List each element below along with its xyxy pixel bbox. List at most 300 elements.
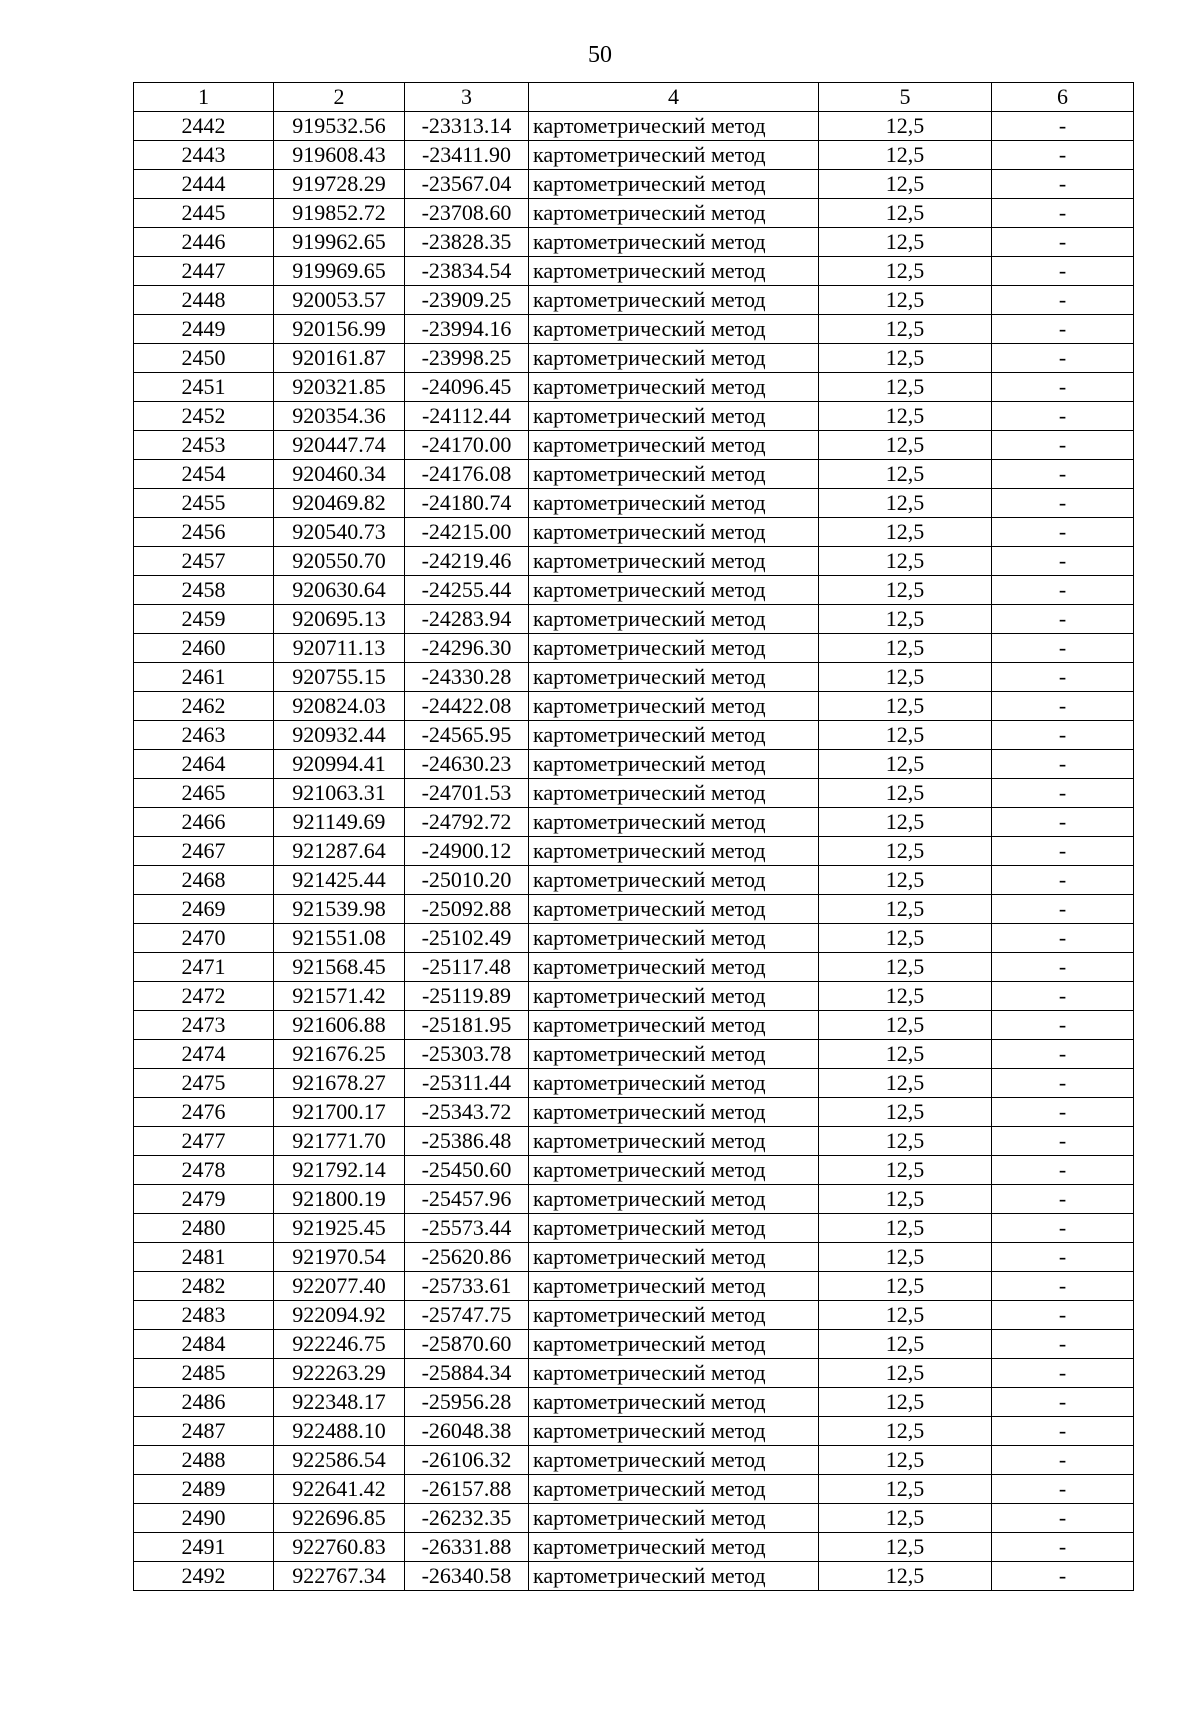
table-row: [134, 1446, 1134, 1475]
method-cell: картометрический метод: [529, 1359, 819, 1388]
accuracy-cell: 12,5: [819, 1562, 992, 1591]
x-coordinate-cell: 920053.57: [274, 286, 405, 315]
method-cell: картометрический метод: [529, 750, 819, 779]
method-cell: картометрический метод: [529, 1011, 819, 1040]
y-coordinate-cell: -24792.72: [405, 808, 529, 837]
point-number-cell: 2461: [134, 663, 274, 692]
y-coordinate-cell: -26157.88: [405, 1475, 529, 1504]
description-cell: -: [992, 460, 1134, 489]
y-coordinate-cell: -26340.58: [405, 1562, 529, 1591]
y-coordinate-cell: -24112.44: [405, 402, 529, 431]
description-cell: -: [992, 286, 1134, 315]
description-cell: -: [992, 344, 1134, 373]
y-coordinate-cell: -25747.75: [405, 1301, 529, 1330]
y-coordinate-cell: -25956.28: [405, 1388, 529, 1417]
x-coordinate-cell: 922586.54: [274, 1446, 405, 1475]
description-cell: -: [992, 170, 1134, 199]
table-row: [134, 518, 1134, 547]
y-coordinate-cell: -24900.12: [405, 837, 529, 866]
method-cell: картометрический метод: [529, 1301, 819, 1330]
x-coordinate-cell: 919728.29: [274, 170, 405, 199]
point-number-cell: 2469: [134, 895, 274, 924]
x-coordinate-cell: 920156.99: [274, 315, 405, 344]
description-cell: -: [992, 982, 1134, 1011]
description-cell: -: [992, 692, 1134, 721]
x-coordinate-cell: 922760.83: [274, 1533, 405, 1562]
method-cell: картометрический метод: [529, 982, 819, 1011]
x-coordinate-cell: 920460.34: [274, 460, 405, 489]
method-cell: картометрический метод: [529, 1330, 819, 1359]
y-coordinate-cell: -23834.54: [405, 257, 529, 286]
x-coordinate-cell: 921568.45: [274, 953, 405, 982]
x-coordinate-cell: 922767.34: [274, 1562, 405, 1591]
accuracy-cell: 12,5: [819, 315, 992, 344]
method-cell: картометрический метод: [529, 431, 819, 460]
y-coordinate-cell: -25119.89: [405, 982, 529, 1011]
y-coordinate-cell: -25870.60: [405, 1330, 529, 1359]
y-coordinate-cell: -25450.60: [405, 1156, 529, 1185]
description-cell: -: [992, 1185, 1134, 1214]
description-cell: -: [992, 721, 1134, 750]
accuracy-cell: 12,5: [819, 460, 992, 489]
accuracy-cell: 12,5: [819, 634, 992, 663]
accuracy-cell: 12,5: [819, 1069, 992, 1098]
x-coordinate-cell: 922696.85: [274, 1504, 405, 1533]
method-cell: картометрический метод: [529, 779, 819, 808]
x-coordinate-cell: 921149.69: [274, 808, 405, 837]
method-cell: картометрический метод: [529, 634, 819, 663]
method-cell: картометрический метод: [529, 837, 819, 866]
accuracy-cell: 12,5: [819, 1504, 992, 1533]
method-cell: картометрический метод: [529, 344, 819, 373]
accuracy-cell: 12,5: [819, 750, 992, 779]
table-row: [134, 1214, 1134, 1243]
table-row: [134, 808, 1134, 837]
point-number-cell: 2456: [134, 518, 274, 547]
table-row: [134, 895, 1134, 924]
point-number-cell: 2455: [134, 489, 274, 518]
accuracy-cell: 12,5: [819, 373, 992, 402]
description-cell: -: [992, 431, 1134, 460]
point-number-cell: 2458: [134, 576, 274, 605]
description-cell: -: [992, 866, 1134, 895]
accuracy-cell: 12,5: [819, 489, 992, 518]
accuracy-cell: 12,5: [819, 257, 992, 286]
point-number-cell: 2463: [134, 721, 274, 750]
point-number-cell: 2477: [134, 1127, 274, 1156]
accuracy-cell: 12,5: [819, 953, 992, 982]
table-row: [134, 315, 1134, 344]
x-coordinate-cell: 921771.70: [274, 1127, 405, 1156]
accuracy-cell: 12,5: [819, 721, 992, 750]
method-cell: картометрический метод: [529, 1069, 819, 1098]
accuracy-cell: 12,5: [819, 547, 992, 576]
y-coordinate-cell: -23998.25: [405, 344, 529, 373]
x-coordinate-cell: 919852.72: [274, 199, 405, 228]
x-coordinate-cell: 921287.64: [274, 837, 405, 866]
table-row: [134, 953, 1134, 982]
accuracy-cell: 12,5: [819, 402, 992, 431]
description-cell: -: [992, 1040, 1134, 1069]
accuracy-cell: 12,5: [819, 1185, 992, 1214]
x-coordinate-cell: 920161.87: [274, 344, 405, 373]
x-coordinate-cell: 921425.44: [274, 866, 405, 895]
accuracy-cell: 12,5: [819, 982, 992, 1011]
point-number-cell: 2457: [134, 547, 274, 576]
point-number-cell: 2451: [134, 373, 274, 402]
table-row: [134, 112, 1134, 141]
method-cell: картометрический метод: [529, 1098, 819, 1127]
method-cell: картометрический метод: [529, 1127, 819, 1156]
method-cell: картометрический метод: [529, 402, 819, 431]
accuracy-cell: 12,5: [819, 170, 992, 199]
column-header: 5: [819, 83, 992, 112]
accuracy-cell: 12,5: [819, 895, 992, 924]
x-coordinate-cell: 919608.43: [274, 141, 405, 170]
method-cell: картометрический метод: [529, 1156, 819, 1185]
accuracy-cell: 12,5: [819, 228, 992, 257]
table-body: [134, 112, 1134, 1591]
description-cell: -: [992, 402, 1134, 431]
accuracy-cell: 12,5: [819, 1475, 992, 1504]
point-number-cell: 2471: [134, 953, 274, 982]
method-cell: картометрический метод: [529, 692, 819, 721]
point-number-cell: 2453: [134, 431, 274, 460]
description-cell: -: [992, 1533, 1134, 1562]
accuracy-cell: 12,5: [819, 837, 992, 866]
table-row: [134, 1388, 1134, 1417]
accuracy-cell: 12,5: [819, 779, 992, 808]
description-cell: -: [992, 373, 1134, 402]
point-number-cell: 2487: [134, 1417, 274, 1446]
accuracy-cell: 12,5: [819, 1301, 992, 1330]
description-cell: -: [992, 1069, 1134, 1098]
x-coordinate-cell: 921925.45: [274, 1214, 405, 1243]
x-coordinate-cell: 919532.56: [274, 112, 405, 141]
table-row: [134, 779, 1134, 808]
x-coordinate-cell: 922077.40: [274, 1272, 405, 1301]
accuracy-cell: 12,5: [819, 1040, 992, 1069]
x-coordinate-cell: 920630.64: [274, 576, 405, 605]
table-row: [134, 228, 1134, 257]
description-cell: -: [992, 808, 1134, 837]
point-number-cell: 2467: [134, 837, 274, 866]
accuracy-cell: 12,5: [819, 924, 992, 953]
description-cell: -: [992, 547, 1134, 576]
y-coordinate-cell: -25181.95: [405, 1011, 529, 1040]
description-cell: -: [992, 634, 1134, 663]
method-cell: картометрический метод: [529, 228, 819, 257]
x-coordinate-cell: 921606.88: [274, 1011, 405, 1040]
y-coordinate-cell: -24170.00: [405, 431, 529, 460]
accuracy-cell: 12,5: [819, 1272, 992, 1301]
x-coordinate-cell: 920711.13: [274, 634, 405, 663]
point-number-cell: 2491: [134, 1533, 274, 1562]
description-cell: -: [992, 141, 1134, 170]
table-row: [134, 1475, 1134, 1504]
method-cell: картометрический метод: [529, 808, 819, 837]
accuracy-cell: 12,5: [819, 1127, 992, 1156]
accuracy-cell: 12,5: [819, 344, 992, 373]
method-cell: картометрический метод: [529, 953, 819, 982]
point-number-cell: 2454: [134, 460, 274, 489]
y-coordinate-cell: -26331.88: [405, 1533, 529, 1562]
table-row: [134, 1504, 1134, 1533]
description-cell: -: [992, 1243, 1134, 1272]
x-coordinate-cell: 921063.31: [274, 779, 405, 808]
point-number-cell: 2475: [134, 1069, 274, 1098]
table-row: [134, 344, 1134, 373]
point-number-cell: 2485: [134, 1359, 274, 1388]
y-coordinate-cell: -25303.78: [405, 1040, 529, 1069]
y-coordinate-cell: -24215.00: [405, 518, 529, 547]
accuracy-cell: 12,5: [819, 1417, 992, 1446]
point-number-cell: 2492: [134, 1562, 274, 1591]
description-cell: -: [992, 1475, 1134, 1504]
x-coordinate-cell: 920695.13: [274, 605, 405, 634]
description-cell: -: [992, 1562, 1134, 1591]
y-coordinate-cell: -26106.32: [405, 1446, 529, 1475]
y-coordinate-cell: -25620.86: [405, 1243, 529, 1272]
y-coordinate-cell: -23909.25: [405, 286, 529, 315]
point-number-cell: 2479: [134, 1185, 274, 1214]
x-coordinate-cell: 922094.92: [274, 1301, 405, 1330]
point-number-cell: 2489: [134, 1475, 274, 1504]
table-row: [134, 199, 1134, 228]
y-coordinate-cell: -25117.48: [405, 953, 529, 982]
description-cell: -: [992, 1359, 1134, 1388]
y-coordinate-cell: -23994.16: [405, 315, 529, 344]
accuracy-cell: 12,5: [819, 141, 992, 170]
table-row: [134, 431, 1134, 460]
method-cell: картометрический метод: [529, 1040, 819, 1069]
table-row: [134, 750, 1134, 779]
description-cell: -: [992, 1156, 1134, 1185]
method-cell: картометрический метод: [529, 489, 819, 518]
table-row: [134, 1127, 1134, 1156]
point-number-cell: 2490: [134, 1504, 274, 1533]
x-coordinate-cell: 921539.98: [274, 895, 405, 924]
description-cell: -: [992, 779, 1134, 808]
accuracy-cell: 12,5: [819, 112, 992, 141]
description-cell: -: [992, 1272, 1134, 1301]
y-coordinate-cell: -25102.49: [405, 924, 529, 953]
x-coordinate-cell: 920932.44: [274, 721, 405, 750]
x-coordinate-cell: 921800.19: [274, 1185, 405, 1214]
method-cell: картометрический метод: [529, 1185, 819, 1214]
description-cell: -: [992, 1388, 1134, 1417]
y-coordinate-cell: -24565.95: [405, 721, 529, 750]
point-number-cell: 2448: [134, 286, 274, 315]
point-number-cell: 2474: [134, 1040, 274, 1069]
table-row: [134, 982, 1134, 1011]
table-row: [134, 373, 1134, 402]
y-coordinate-cell: -23567.04: [405, 170, 529, 199]
table-row: [134, 402, 1134, 431]
table-row: [134, 1562, 1134, 1591]
y-coordinate-cell: -25092.88: [405, 895, 529, 924]
description-cell: -: [992, 1417, 1134, 1446]
column-header: 3: [405, 83, 529, 112]
method-cell: картометрический метод: [529, 866, 819, 895]
x-coordinate-cell: 921700.17: [274, 1098, 405, 1127]
table-row: [134, 547, 1134, 576]
x-coordinate-cell: 920321.85: [274, 373, 405, 402]
description-cell: -: [992, 1330, 1134, 1359]
point-number-cell: 2472: [134, 982, 274, 1011]
method-cell: картометрический метод: [529, 1417, 819, 1446]
x-coordinate-cell: 920447.74: [274, 431, 405, 460]
point-number-cell: 2476: [134, 1098, 274, 1127]
table-row: [134, 924, 1134, 953]
point-number-cell: 2468: [134, 866, 274, 895]
table-row: [134, 257, 1134, 286]
y-coordinate-cell: -24330.28: [405, 663, 529, 692]
table-row: [134, 721, 1134, 750]
description-cell: -: [992, 199, 1134, 228]
method-cell: картометрический метод: [529, 1475, 819, 1504]
method-cell: картометрический метод: [529, 924, 819, 953]
point-number-cell: 2447: [134, 257, 274, 286]
x-coordinate-cell: 922263.29: [274, 1359, 405, 1388]
x-coordinate-cell: 922246.75: [274, 1330, 405, 1359]
method-cell: картометрический метод: [529, 315, 819, 344]
table-row: [134, 489, 1134, 518]
method-cell: картометрический метод: [529, 605, 819, 634]
x-coordinate-cell: 920469.82: [274, 489, 405, 518]
description-cell: -: [992, 1214, 1134, 1243]
table-row: [134, 1301, 1134, 1330]
point-number-cell: 2465: [134, 779, 274, 808]
accuracy-cell: 12,5: [819, 1359, 992, 1388]
method-cell: картометрический метод: [529, 1272, 819, 1301]
accuracy-cell: 12,5: [819, 605, 992, 634]
accuracy-cell: 12,5: [819, 866, 992, 895]
y-coordinate-cell: -25457.96: [405, 1185, 529, 1214]
description-cell: -: [992, 228, 1134, 257]
method-cell: картометрический метод: [529, 170, 819, 199]
point-number-cell: 2473: [134, 1011, 274, 1040]
point-number-cell: 2445: [134, 199, 274, 228]
method-cell: картометрический метод: [529, 547, 819, 576]
point-number-cell: 2486: [134, 1388, 274, 1417]
method-cell: картометрический метод: [529, 257, 819, 286]
coordinates-table: [133, 82, 1134, 1591]
point-number-cell: 2442: [134, 112, 274, 141]
x-coordinate-cell: 920550.70: [274, 547, 405, 576]
description-cell: -: [992, 1127, 1134, 1156]
table-row: [134, 1243, 1134, 1272]
description-cell: -: [992, 895, 1134, 924]
x-coordinate-cell: 919962.65: [274, 228, 405, 257]
column-header: 4: [529, 83, 819, 112]
y-coordinate-cell: -23708.60: [405, 199, 529, 228]
table-row: [134, 605, 1134, 634]
y-coordinate-cell: -25311.44: [405, 1069, 529, 1098]
table-row: [134, 141, 1134, 170]
y-coordinate-cell: -24255.44: [405, 576, 529, 605]
y-coordinate-cell: -24630.23: [405, 750, 529, 779]
table-row: [134, 286, 1134, 315]
x-coordinate-cell: 921678.27: [274, 1069, 405, 1098]
accuracy-cell: 12,5: [819, 286, 992, 315]
table-row: [134, 1533, 1134, 1562]
point-number-cell: 2464: [134, 750, 274, 779]
y-coordinate-cell: -23313.14: [405, 112, 529, 141]
y-coordinate-cell: -26048.38: [405, 1417, 529, 1446]
x-coordinate-cell: 920994.41: [274, 750, 405, 779]
point-number-cell: 2444: [134, 170, 274, 199]
accuracy-cell: 12,5: [819, 1214, 992, 1243]
description-cell: -: [992, 924, 1134, 953]
point-number-cell: 2481: [134, 1243, 274, 1272]
method-cell: картометрический метод: [529, 1243, 819, 1272]
point-number-cell: 2462: [134, 692, 274, 721]
point-number-cell: 2482: [134, 1272, 274, 1301]
table-row: [134, 1098, 1134, 1127]
point-number-cell: 2459: [134, 605, 274, 634]
table-row: [134, 1011, 1134, 1040]
x-coordinate-cell: 921551.08: [274, 924, 405, 953]
table-row: [134, 576, 1134, 605]
point-number-cell: 2480: [134, 1214, 274, 1243]
y-coordinate-cell: -24701.53: [405, 779, 529, 808]
column-header: 1: [134, 83, 274, 112]
point-number-cell: 2470: [134, 924, 274, 953]
x-coordinate-cell: 921792.14: [274, 1156, 405, 1185]
accuracy-cell: 12,5: [819, 692, 992, 721]
point-number-cell: 2450: [134, 344, 274, 373]
accuracy-cell: 12,5: [819, 576, 992, 605]
table-row: [134, 460, 1134, 489]
point-number-cell: 2443: [134, 141, 274, 170]
accuracy-cell: 12,5: [819, 431, 992, 460]
description-cell: -: [992, 1301, 1134, 1330]
table-row: [134, 692, 1134, 721]
table-row: [134, 1185, 1134, 1214]
method-cell: картометрический метод: [529, 518, 819, 547]
description-cell: -: [992, 1446, 1134, 1475]
method-cell: картометрический метод: [529, 663, 819, 692]
description-cell: -: [992, 257, 1134, 286]
table-row: [134, 1330, 1134, 1359]
point-number-cell: 2478: [134, 1156, 274, 1185]
method-cell: картометрический метод: [529, 112, 819, 141]
x-coordinate-cell: 922348.17: [274, 1388, 405, 1417]
y-coordinate-cell: -25010.20: [405, 866, 529, 895]
accuracy-cell: 12,5: [819, 1011, 992, 1040]
accuracy-cell: 12,5: [819, 518, 992, 547]
table-row: [134, 1417, 1134, 1446]
method-cell: картометрический метод: [529, 1504, 819, 1533]
method-cell: картометрический метод: [529, 721, 819, 750]
y-coordinate-cell: -24176.08: [405, 460, 529, 489]
table-header-row: [134, 83, 1134, 112]
description-cell: -: [992, 663, 1134, 692]
x-coordinate-cell: 920540.73: [274, 518, 405, 547]
method-cell: картометрический метод: [529, 373, 819, 402]
description-cell: -: [992, 837, 1134, 866]
accuracy-cell: 12,5: [819, 1243, 992, 1272]
method-cell: картометрический метод: [529, 1214, 819, 1243]
y-coordinate-cell: -25733.61: [405, 1272, 529, 1301]
point-number-cell: 2460: [134, 634, 274, 663]
table-row: [134, 866, 1134, 895]
method-cell: картометрический метод: [529, 141, 819, 170]
x-coordinate-cell: 922488.10: [274, 1417, 405, 1446]
accuracy-cell: 12,5: [819, 1156, 992, 1185]
table-row: [134, 1359, 1134, 1388]
